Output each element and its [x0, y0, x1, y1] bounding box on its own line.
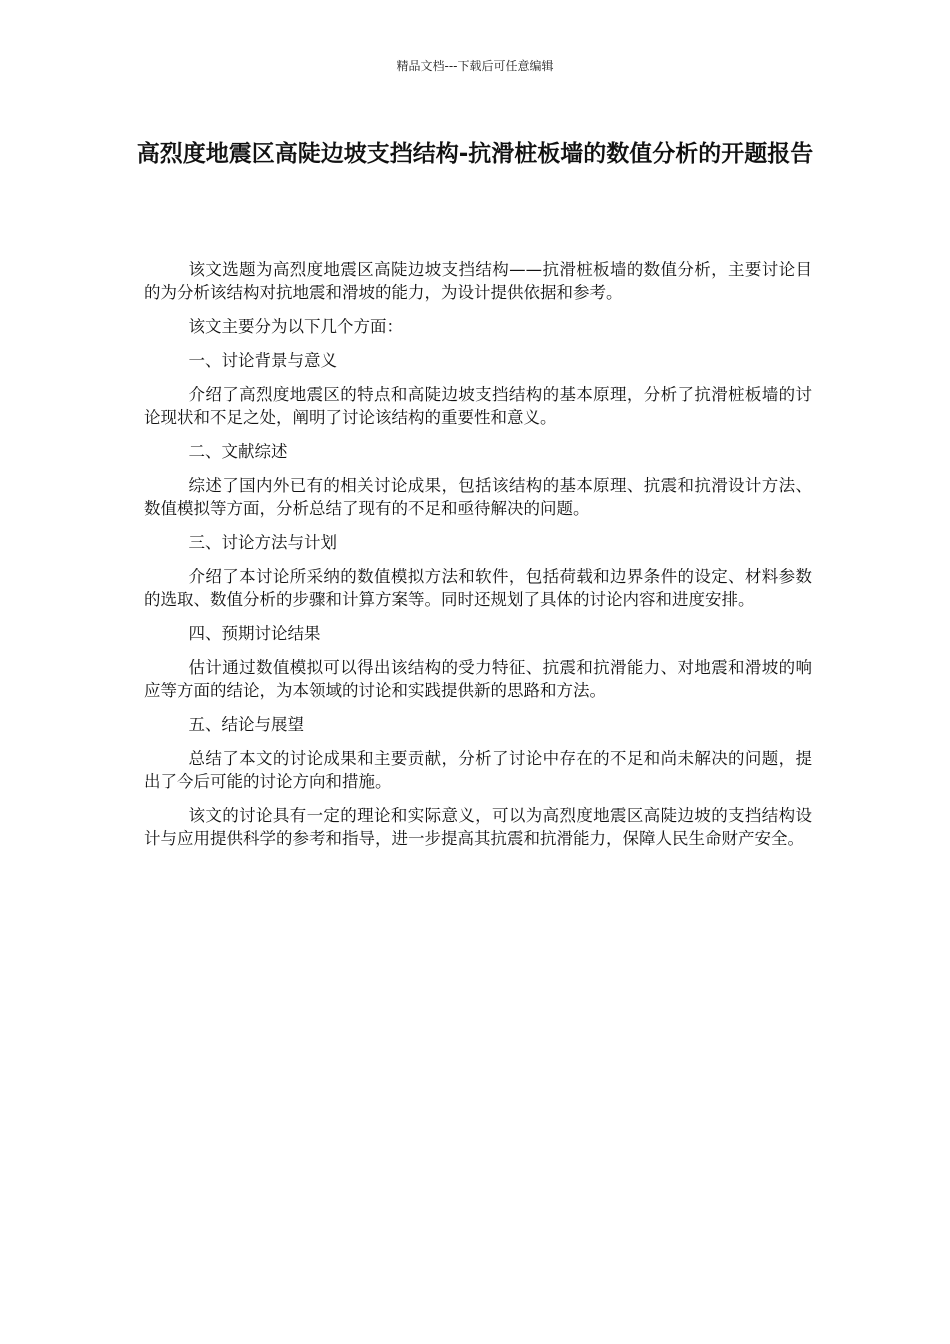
header-note: 精品文档---下载后可任意编辑: [396, 59, 554, 73]
closing-paragraph: 该文的讨论具有一定的理论和实际意义，可以为高烈度地震区高陡边坡的支挡结构设计与应用提供科学的参考和指导，进一步提高其抗震和抗滑能力，保障人民生命财产安全。: [144, 806, 812, 848]
section-heading-background: 一、讨论背景与意义: [188, 351, 338, 370]
section-text-expected-results: 估计通过数值模拟可以得出该结构的受力特征、抗震和抗滑能力、对地震和滑坡的响应等方面的结论，为本领域的讨论和实践提供新的思路和方法。: [144, 658, 812, 700]
section-text-methods: 介绍了本讨论所采纳的数值模拟方法和软件，包括荷载和边界条件的设定、材料参数的选取、数值分析的步骤和计算方案等。同时还规划了具体的讨论内容和进度安排。: [144, 567, 812, 609]
document-body: [144, 258, 812, 861]
intro-paragraph: 该文选题为高烈度地震区高陡边坡支挡结构——抗滑桩板墙的数值分析，主要讨论目的为分析该结构对抗地震和滑坡的能力，为设计提供依据和参考。: [144, 260, 812, 302]
section-text-conclusion: 总结了本文的讨论成果和主要贡献，分析了讨论中存在的不足和尚未解决的问题，提出了今后可能的讨论方向和措施。: [144, 749, 812, 791]
section-heading-methods: 三、讨论方法与计划: [188, 533, 338, 552]
page-title: 高烈度地震区高陡边坡支挡结构-抗滑桩板墙的数值分析的开题报告: [136, 141, 814, 167]
section-heading-expected-results: 四、预期讨论结果: [188, 624, 321, 643]
section-heading-literature: 二、文献综述: [188, 442, 288, 461]
outline-lead: 该文主要分为以下几个方面：: [188, 317, 404, 336]
section-text-background: 介绍了高烈度地震区的特点和高陡边坡支挡结构的基本原理，分析了抗滑桩板墙的讨论现状和不足之处，阐明了讨论该结构的重要性和意义。: [144, 385, 812, 427]
section-text-literature: 综述了国内外已有的相关讨论成果，包括该结构的基本原理、抗震和抗滑设计方法、数值模拟等方面，分析总结了现有的不足和亟待解决的问题。: [144, 476, 812, 518]
section-heading-conclusion: 五、结论与展望: [188, 715, 305, 734]
